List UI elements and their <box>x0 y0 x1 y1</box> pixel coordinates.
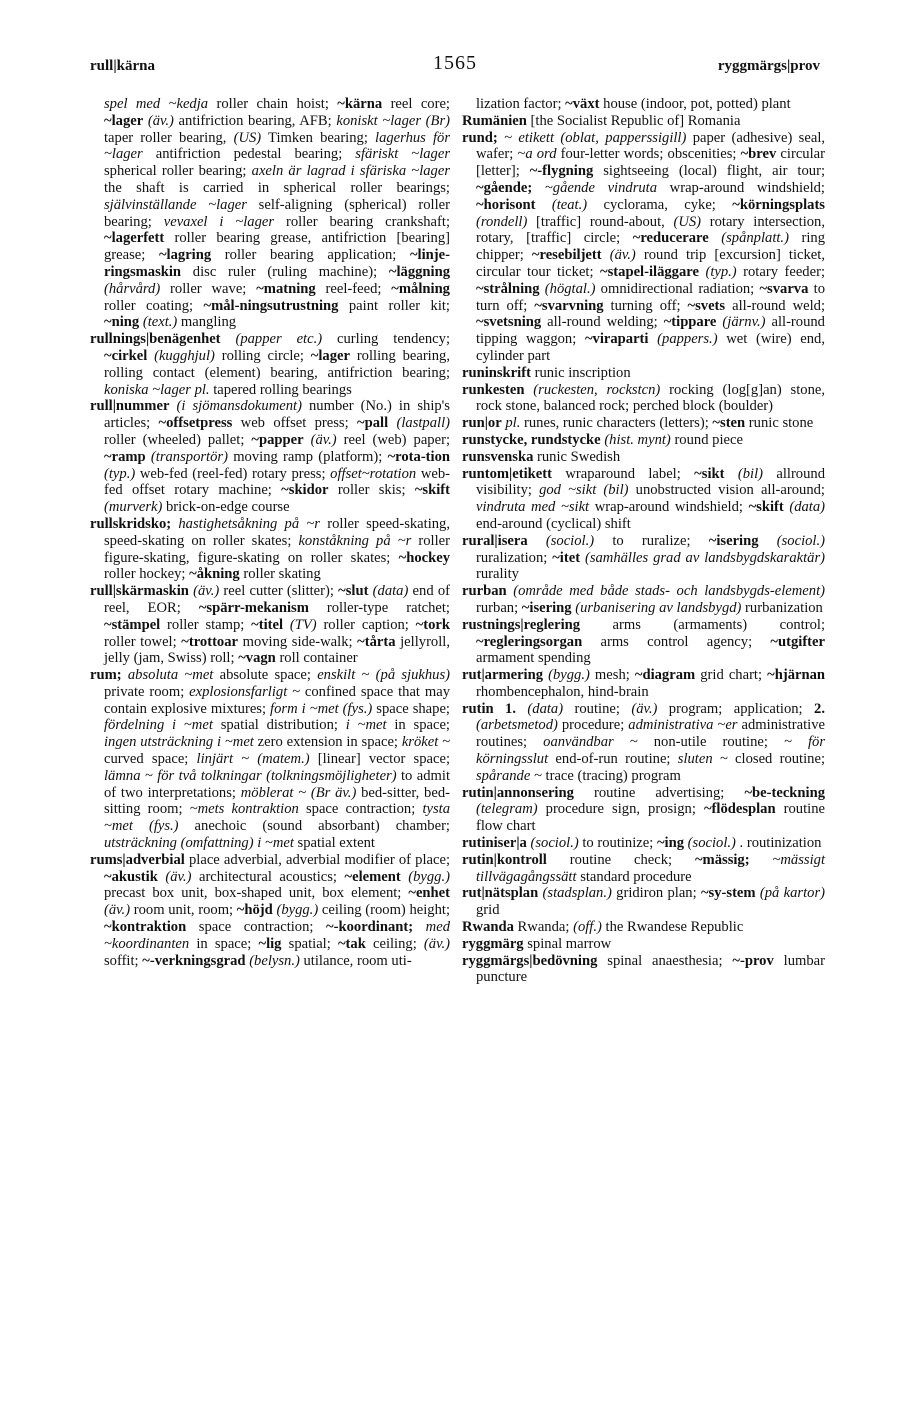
dictionary-entry: lization factor; ~växt house (indoor, pot, potted) plant <box>476 96 791 112</box>
dictionary-entry: rustnings|reglering arms (armaments) control; ~regleringsorgan arms control agency; ~utgifter armament spending <box>462 616 825 667</box>
page-number: 1565 <box>433 52 477 74</box>
dictionary-entry: rull|skärmaskin (äv.) reel cutter (slitter); ~slut (data) end of reel, EOR; ~spärr-mekanism roller-type ratchet; ~stämpel roller stamp; ~titel (TV) roller caption; ~tork roller towel; ~trottoar moving side-walk; ~tårta jellyroll, jelly (jam, Swiss) roll; ~vagn roll container <box>90 583 450 667</box>
dictionary-entry: rutiniser|a (sociol.) to routinize; ~ing (sociol.) . routinization <box>462 835 822 852</box>
page-header <box>90 52 820 82</box>
header-left-guideword: rull|kärna <box>90 58 155 74</box>
dictionary-entry: rut|armering (bygg.) mesh; ~diagram grid chart; ~hjärnan rhombencephalon, hind-brain <box>462 667 825 700</box>
dictionary-entry: runinskrift runic inscription <box>462 364 631 381</box>
right-column <box>462 96 825 986</box>
dictionary-entry: ryggmärg spinal marrow <box>462 935 612 952</box>
dictionary-entry: Rwanda Rwanda; (off.) the Rwandese Republic <box>462 919 744 936</box>
dictionary-entry: rutin|annonsering routine advertising; ~be-teckning (telegram) procedure sign, prosign; ~flödesplan routine flow chart <box>462 784 825 835</box>
dictionary-entry: run|or pl. runes, runic characters (letters); ~sten runic stone <box>462 415 814 432</box>
dictionary-entry: rums|adverbial place adverbial, adverbial modifier of place; ~akustik (äv.) architectural acoustics; ~element (bygg.) precast box unit, box-shaped unit, box element; ~enhet (äv.) room unit, room; ~höjd (bygg.) ceiling (room) height; ~kontraktion space contraction; ~-koordinant; med ~koordinanten in space; ~lig spatial; ~tak ceiling; (äv.) soffit; ~-verkningsgrad (belysn.) utilance, room uti- <box>90 851 450 969</box>
dictionary-entry: rutin 1. (data) routine; (äv.) program; application; 2. (arbetsmetod) procedure; administrativa ~er administrative routines; oanvändbar ~ non-utile routine; ~ för körningsslut end-of-run routine; sluten ~ closed routine; spårande ~ trace (tracing) program <box>462 700 826 784</box>
dictionary-entry: rullskridsko; hastighetsåkning på ~r roller speed-skating, speed-skating on roller skates; konståkning på ~r roller figure-skating, figure-skating on roller skates; ~hockey roller hockey; ~åkning roller skating <box>90 515 451 583</box>
dictionary-entry: rurban (område med både stads- och landsbygds-element) rurban; ~isering (urbanisering av landsbygd) rurbanization <box>462 583 825 616</box>
dictionary-entry: rull|nummer (i sjömansdokument) number (No.) in ship's articles; ~offsetpress web offset press; ~pall (lastpall) roller (wheeled) pallet; ~papper (äv.) reel (web) paper; ~ramp (transportör) moving ramp (platform); ~rota-tion (typ.) web-fed (reel-fed) rotary press; offset~rotation web-fed offset rotary machine; ~skidor roller skis; ~skift (murverk) brick-on-edge course <box>90 398 451 516</box>
dictionary-entry: rum; absoluta ~met absolute space; enskilt ~ (på sjukhus) private room; explosionsfarligt ~ confined space that may contain explosive mixtures; form i ~met (fys.) space shape; fördelning i ~met spatial distribution; i ~met in space; ingen utsträckning i ~met zero extension in space; kröket ~ curved space; linjärt ~ (matem.) [linear] vector space; lämna ~ för två tolkningar (tolkningsmöjligheter) to admit of two interpretations; möblerat ~ (Br äv.) bed-sitter, bed-sitting room; ~mets kontraktion space contraction; tysta ~met (fys.) anechoic (sound absorbant) chamber; utsträckning (omfattning) i ~met spatial extent <box>90 667 451 852</box>
dictionary-entry: rund; ~ etikett (oblat, papperssigill) paper (adhesive) seal, wafer; ~a ord four-letter words; obscenities; ~brev circular [letter]; ~-flygning sightseeing (local) flight, air tour; ~gående; ~gående vindruta wrap-around windshield; ~horisont (teat.) cyclorama, cyke; ~körningsplats (rondell) [traffic] round-about, (US) rotary intersection, rotary, [traffic] circle; ~reducerare (spånplatt.) ring chipper; ~resebiljett (äv.) round trip [excursion] ticket, circular tour ticket; ~stapel-iläggare (typ.) rotary feeder; ~strålning (högtal.) omnidirectional radiation; ~svarva to turn off; ~svarvning turning off; ~svets all-round weld; ~svetsning all-round welding; ~tippare (järnv.) all-round tipping waggon; ~viraparti (pappers.) wet (wire) end, cylinder part <box>462 129 826 364</box>
header-right-guideword: ryggmärgs|prov <box>717 58 820 74</box>
dictionary-entry: runsvenska runic Swedish <box>462 448 621 465</box>
dictionary-entry: runstycke, rundstycke (hist. mynt) round piece <box>462 431 743 448</box>
dictionary-entry: rullnings|benägenhet (papper etc.) curling tendency; ~cirkel (kugghjul) rolling circle; ~lager rolling bearing, rolling contact (element) bearing, antifriction bearing; koniska ~lager pl. tapered rolling bearings <box>90 331 450 398</box>
left-column <box>90 96 450 969</box>
dictionary-entry: Rumänien [the Socialist Republic of] Romania <box>462 112 741 129</box>
dictionary-entry: rural|isera (sociol.) to ruralize; ~isering (sociol.) ruralization; ~itet (samhälles grad av landsbygdskaraktär) rurality <box>462 532 825 583</box>
dictionary-entry: spel med ~kedja roller chain hoist; ~kärna reel core; ~lager (äv.) antifriction bearing, AFB; koniskt ~lager (Br) taper roller bearing, (US) Timken bearing; lagerhus för ~lager antifriction pedestal bearing; sfäriskt ~lager spherical roller bearing; axeln är lagrad i sfäriska ~lager the shaft is carried in spherical roller bearings; självinställande ~lager self-aligning (spherical) roller bearing; vevaxel i ~lager roller bearing crankshaft; ~lagerfett roller bearing grease, antifriction [bearing] grease; ~lagring roller bearing application; ~linje-ringsmaskin disc ruler (ruling machine); ~läggning (hårvård) roller wave; ~matning reel-feed; ~målning roller coating; ~mål-ningsutrustning paint roller kit; ~ning (text.) mangling <box>104 96 451 331</box>
dictionary-entry: rut|nätsplan (stadsplan.) gridiron plan; ~sy-stem (på kartor) grid <box>462 885 825 919</box>
dictionary-entry: ryggmärgs|bedövning spinal anaesthesia; ~-prov lumbar puncture <box>462 952 825 986</box>
dictionary-entry: runtom|etikett wraparound label; ~sikt (bil) allround visibility; god ~sikt (bil) unobstructed vision all-around; vindruta med ~sikt wrap-around windshield; ~skift (data) end-around (cyclical) shift <box>462 465 825 532</box>
dictionary-entry: rutin|kontroll routine check; ~mässig; ~mässigt tillvägagångssätt standard procedure <box>462 851 825 885</box>
dictionary-entry: runkesten (ruckesten, rockstcn) rocking (log[g]an) stone, rock stone, balanced rock; perched block (boulder) <box>462 381 825 415</box>
